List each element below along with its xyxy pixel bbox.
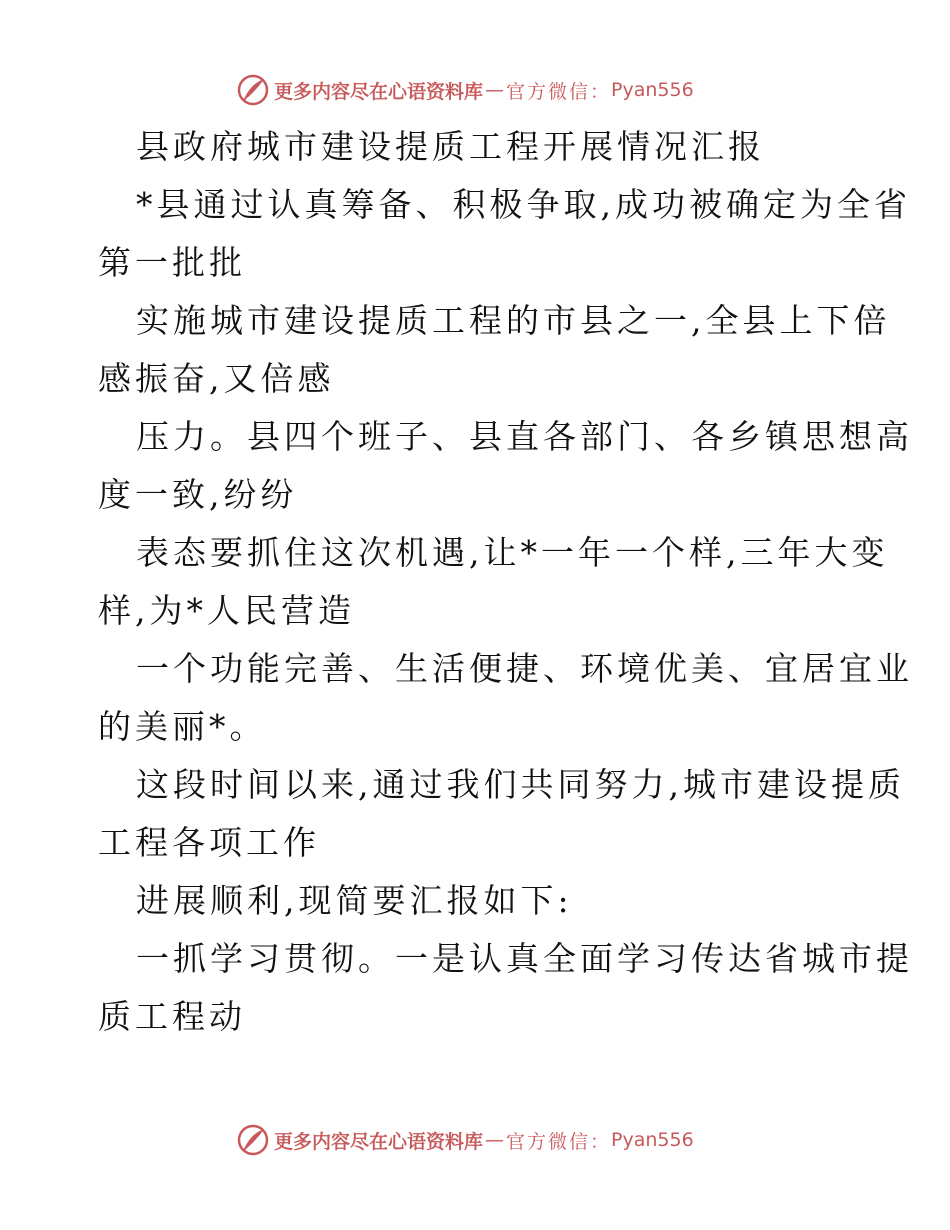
header-watermark (236, 73, 694, 107)
document-line: 实施城市建设提质工程的市县之一,全县上下倍 (136, 301, 891, 340)
footer-watermark (236, 1123, 694, 1157)
document-line: 一抓学习贯彻。一是认真全面学习传达省城市提 (136, 939, 913, 978)
document-line: 工程各项工作 (98, 823, 320, 862)
document-line: 一个功能完善、生活便捷、环境优美、宜居宜业 (136, 649, 913, 688)
watermark-wechat-id: Pyan556 (611, 79, 694, 101)
watermark-wechat-id: Pyan556 (611, 1129, 694, 1151)
document-line: 压力。县四个班子、县直各部门、各乡镇思想高 (136, 417, 913, 456)
document-line: 度一致,纷纷 (98, 475, 298, 514)
watermark-dash: — (485, 1129, 505, 1151)
document-line: 进展顺利,现简要汇报如下: (136, 881, 573, 920)
watermark-text: 更多内容尽在心语资料库 (274, 1130, 484, 1153)
document-line: 表态要抓住这次机遇,让*一年一个样,三年大变 (136, 533, 889, 572)
quill-logo-icon (236, 1123, 270, 1157)
document-line: 感振奋,又倍感 (98, 359, 335, 398)
document-line: 第一批批 (98, 243, 246, 282)
watermark-text: 更多内容尽在心语资料库 (274, 80, 484, 103)
watermark-wechat-label: 官方微信： (506, 1130, 612, 1153)
document-line: *县通过认真筹备、积极争取,成功被确定为全省 (136, 185, 911, 224)
document-line: 样,为*人民营造 (98, 591, 355, 630)
document-line: 的美丽*。 (98, 707, 267, 746)
document-body (98, 118, 913, 1046)
watermark-wechat-label: 官方微信： (506, 80, 612, 103)
document-line: 质工程动 (98, 997, 246, 1036)
watermark-dash: — (485, 79, 505, 101)
document-line: 县政府城市建设提质工程开展情况汇报 (136, 127, 765, 166)
document-line: 这段时间以来,通过我们共同努力,城市建设提质 (136, 765, 905, 804)
quill-logo-icon (236, 73, 270, 107)
